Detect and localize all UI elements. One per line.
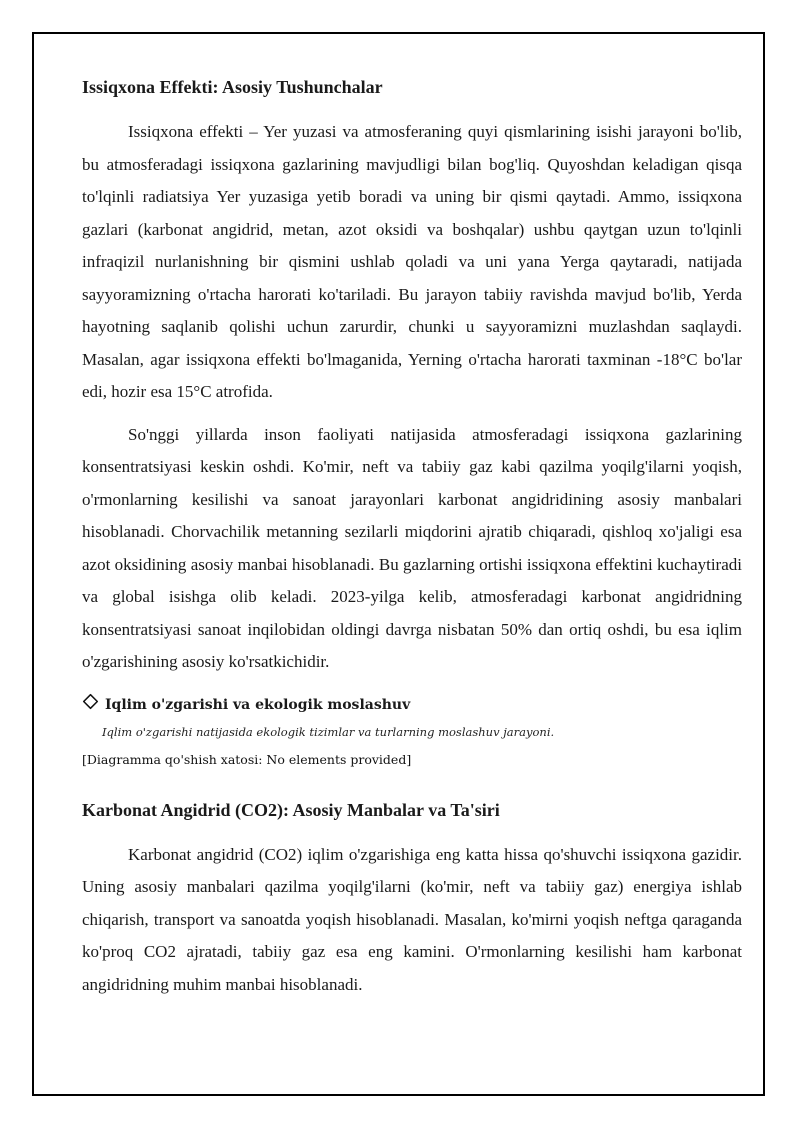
diagram-placeholder bbox=[82, 693, 742, 769]
diagram-title-text: Iqlim o'zgarishi va ekologik moslashuv bbox=[105, 696, 411, 713]
diagram-error-message: [Diagramma qo'shish xatosi: No elements provided] bbox=[82, 751, 412, 767]
document-body bbox=[82, 72, 742, 1011]
section-heading-co2: Karbonat Angidrid (CO2): Asosiy Manbalar va Ta'siri bbox=[82, 799, 500, 820]
diagram-caption: Iqlim o'zgarishi natijasida ekologik tizimlar va turlarning moslashuv jarayoni. bbox=[102, 724, 555, 739]
diagram-title bbox=[82, 693, 742, 717]
paragraph-greenhouse-definition: Issiqxona effekti – Yer yuzasi va atmosferaning quyi qismlarining isishi jarayoni bo'lib, bu atmosferadagi issiqxona gazlarining mavjudligi bilan bog'liq. Quyoshdan keladigan qisqa to'lqinli radiatsiya Yer yuzasiga yetib boradi va uning bir qismi qaytadi. Ammo, issiqxona gazlari (karbonat angidrid, metan, azot oksidi va boshqalar) ushbu qaytgan uzun to'lqinli infraqizil nurlanishning bir qismini ushlab qoladi va uni yana Yerga qaytaradi, natijada sayyoramizning o'rtacha harorati ko'tariladi. Bu jarayon tabiiy ravishda mavjud bo'lib, Yerda hayotning saqlanib qolishi uchun zarurdir, chunki u sayyoramizni muzlashdan saqlaydi. Masalan, agar issiqxona effekti bo'lmaganida, Yerning o'rtacha harorati taxminan -18°C bo'lar edi, hozir esa 15°C atrofida. bbox=[82, 122, 742, 401]
diamond-icon bbox=[82, 693, 99, 717]
paragraph-co2-sources: Karbonat angidrid (CO2) iqlim o'zgarishiga eng katta hissa qo'shuvchi issiqxona gazidir. Uning asosiy manbalari qazilma yoqilg'ilarni (ko'mir, neft va tabiiy gaz) energiya ishlab chiqarish, transport va sanoatda yoqish hisoblanadi. Masalan, ko'mirni yoqish neftga qaraganda ko'proq CO2 ajratadi, tabiiy gaz esa eng kamini. O'rmonlarning kesilishi ham karbonat angidridning muhim manbai hisoblanadi. bbox=[82, 844, 742, 994]
section-heading-greenhouse: Issiqxona Effekti: Asosiy Tushunchalar bbox=[82, 77, 383, 97]
section-co2 bbox=[82, 795, 742, 1002]
paragraph-human-activity: So'nggi yillarda inson faoliyati natijasida atmosferadagi issiqxona gazlarining konsentratsiyasi keskin oshdi. Ko'mir, neft va tabiiy gaz kabi qazilma yoqilg'ilarni yoqish, o'rmonlarning kesilishi va sanoat jarayonlari karbonat angidridining asosiy manbalari hisoblanadi. Chorvachilik metanning sezilarli miqdorini ajratib chiqaradi, qishloq xo'jaligi esa azot oksidining asosiy manbai hisoblanadi. Bu gazlarning ortishi issiqxona effektini kuchaytiradi va global isishga olib keladi. 2023-yilga kelib, atmosferadagi karbonat angidridning konsentratsiyasi sanoat inqilobidan oldingi davrga nisbatan 50% dan ortiq oshdi, bu esa iqlim o'zgarishining asosiy ko'rsatkichidir. bbox=[82, 424, 742, 671]
